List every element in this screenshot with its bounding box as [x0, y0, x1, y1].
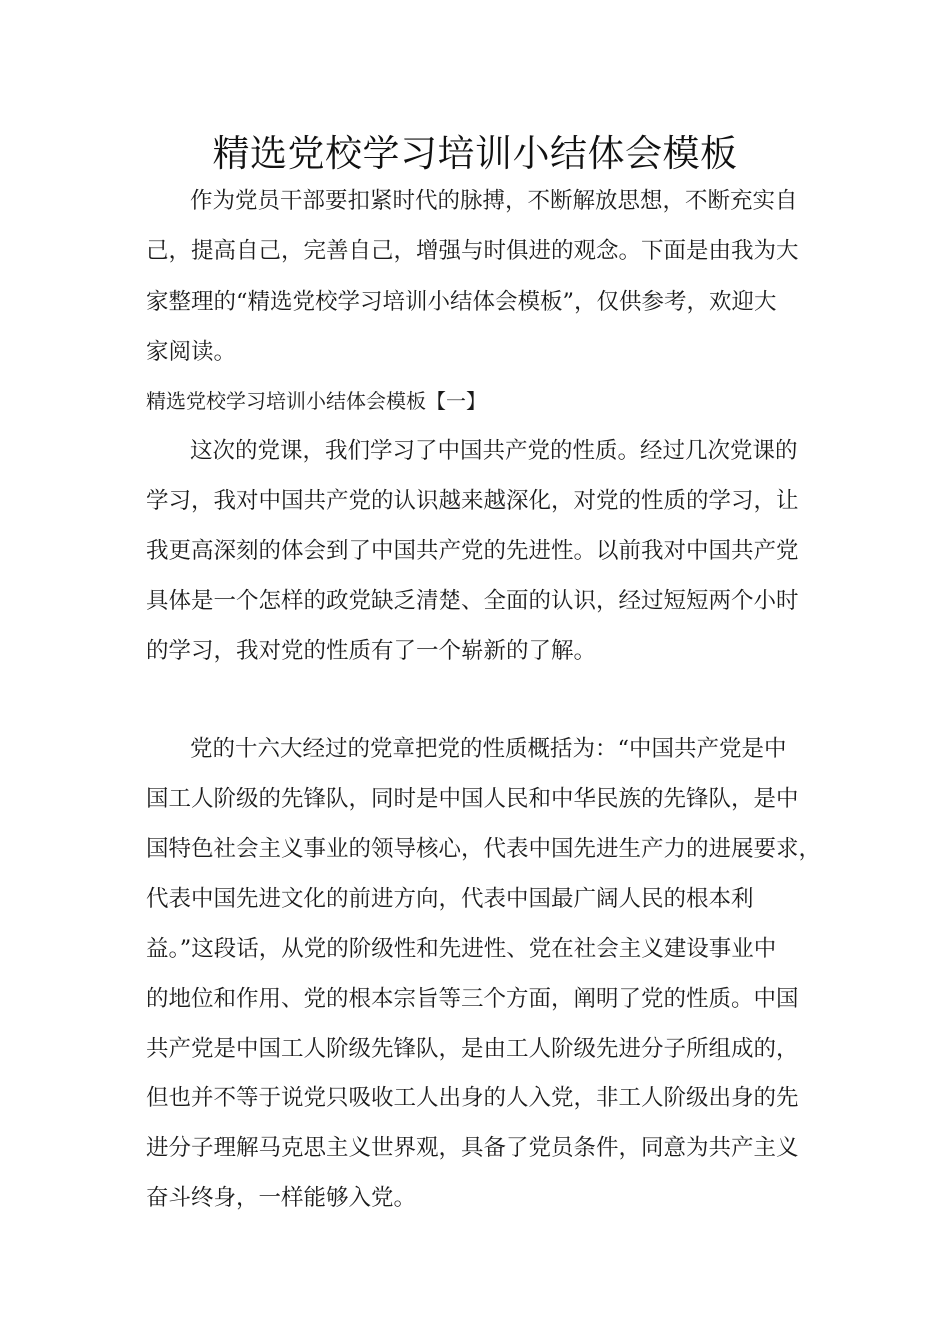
paragraph2-line-6: 的地位和作用、党的根本宗旨等三个方面，阐明了党的性质。中国 [146, 986, 799, 1012]
intro-line-4: 家阅读。 [146, 339, 237, 365]
paragraph1-line-5: 的学习，我对党的性质有了一个崭新的了解。 [146, 638, 597, 664]
paragraph2-line-7: 共产党是中国工人阶级先锋队，是由工人阶级先进分子所组成的， [146, 1036, 799, 1062]
paragraph2-line-10: 奋斗终身，一样能够入党。 [146, 1185, 417, 1211]
paragraph1-line-2: 学习，我对中国共产党的认识越来越深化，对党的性质的学习，让 [146, 488, 799, 514]
paragraph2-line-5: 益。”这段话，从党的阶级性和先进性、党在社会主义建设事业中 [146, 936, 777, 962]
intro-line-2: 己，提高自己，完善自己，增强与时俱进的观念。下面是由我为大 [146, 238, 799, 264]
section-heading: 精选党校学习培训小结体会模板【一】 [146, 389, 486, 413]
paragraph1-line-1: 这次的党课，我们学习了中国共产党的性质。经过几次党课的 [190, 438, 798, 464]
paragraph1-line-3: 我更高深刻的体会到了中国共产党的先进性。以前我对中国共产党 [146, 538, 799, 564]
page-title: 精选党校学习培训小结体会模板 [212, 132, 738, 175]
paragraph2-line-3: 国特色社会主义事业的领导核心，代表中国先进生产力的进展要求， [146, 836, 822, 862]
paragraph2-line-9: 进分子理解马克思主义世界观，具备了党员条件，同意为共产主义 [146, 1135, 799, 1161]
intro-line-1: 作为党员干部要扣紧时代的脉搏，不断解放思想，不断充实自 [190, 188, 798, 214]
paragraph2-line-1: 党的十六大经过的党章把党的性质概括为：“中国共产党是中 [190, 736, 787, 762]
paragraph2-line-4: 代表中国先进文化的前进方向，代表中国最广阔人民的根本利 [146, 886, 754, 912]
paragraph2-line-8: 但也并不等于说党只吸收工人出身的人入党，非工人阶级出身的先 [146, 1085, 799, 1111]
paragraph2-line-2: 国工人阶级的先锋队，同时是中国人民和中华民族的先锋队，是中 [146, 786, 799, 812]
intro-line-3: 家整理的“精选党校学习培训小结体会模板”，仅供参考，欢迎大 [146, 289, 777, 315]
paragraph1-line-4: 具体是一个怎样的政党缺乏清楚、全面的认识，经过短短两个小时 [146, 588, 799, 614]
